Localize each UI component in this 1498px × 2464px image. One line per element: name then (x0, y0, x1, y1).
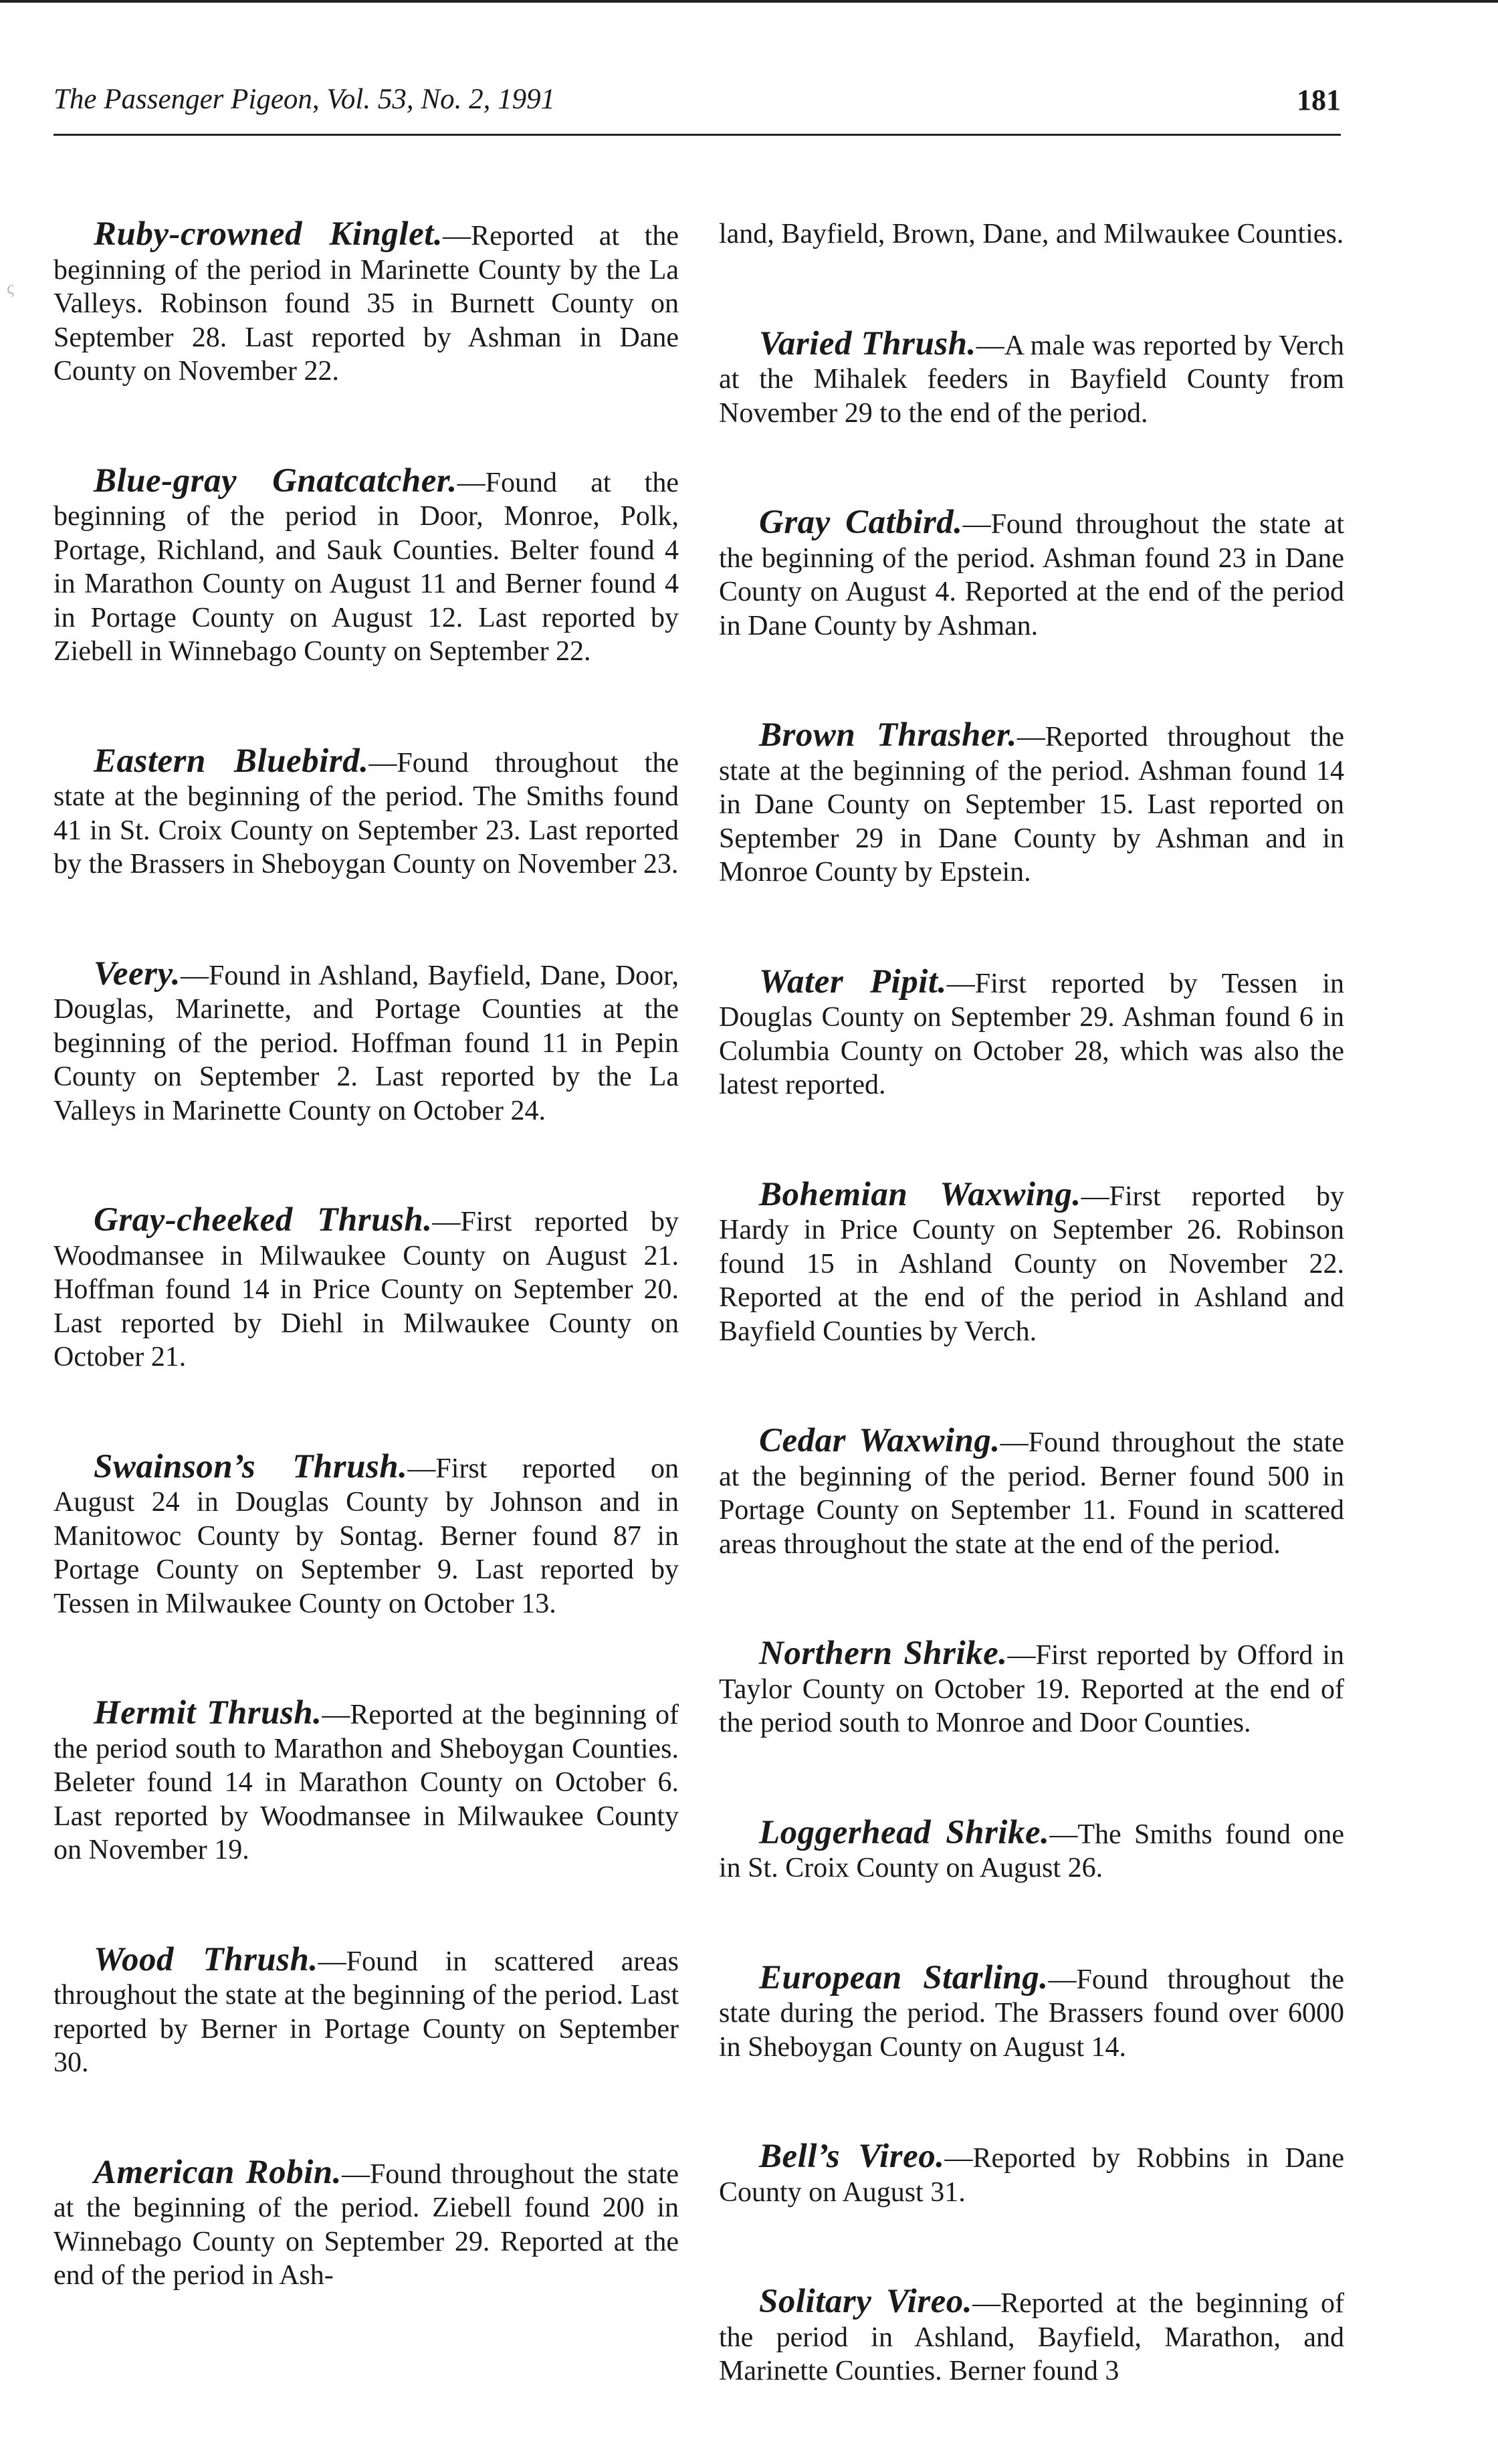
species-account: —First reported by Offord in Taylor County on October 19. Reported at the end of the period south to Monroe and Door Counties. (719, 1640, 1344, 1738)
species-name: Wood Thrush. (94, 1940, 318, 1978)
species-account: —Found throughout the state at the beginning of the period. The Smiths found 41 in St. Croix County on September 23. Last reported by the Brassers in Sheboygan County on November 23. (54, 747, 679, 880)
species-entry (54, 744, 679, 882)
species-name: Northern Shrike. (759, 1635, 1008, 1672)
species-name: Loggerhead Shrike. (759, 1813, 1050, 1851)
species-name: Gray Catbird. (759, 504, 963, 541)
species-name: Veery. (94, 954, 181, 993)
species-entry (719, 2140, 1344, 2209)
species-entry (719, 1813, 1344, 1885)
species-account: —Found throughout the state during the period. The Brassers found over 6000 in Sheboygan County on August 14. (719, 1964, 1344, 2063)
species-name: Gray-cheeked Thrush. (94, 1201, 433, 1239)
species-entry (719, 324, 1344, 431)
species-entry (719, 962, 1344, 1102)
species-account: —Found throughout the state at the beginning of the period. Berner found 500 in Portage County on September 11. Found in scattered areas throughout the state at the end of the period. (719, 1427, 1344, 1560)
species-account: —Reported at the beginning of the period in Marinette County by the La Valleys. Robinson found 35 in Burnett County on September 28. Last reported by Ashman in Dane County on November 22. (54, 221, 679, 387)
journal-title: The Passenger Pigeon, Vol. 53, No. 2, 1991 (54, 84, 556, 115)
top-edge-rule (0, 0, 1498, 3)
species-account: —First reported by Woodmansee in Milwaukee County on August 21. Hoffman found 14 in Price County on September 20. Last reported by Diehl in Milwaukee County on October 21. (54, 1207, 679, 1372)
species-name: Blue-gray Gnatcatcher. (94, 461, 457, 500)
species-entry (54, 461, 679, 669)
species-account: —Reported by Robbins in Dane County on August 31. (719, 2143, 1344, 2208)
species-account: —Found in Ashland, Bayfield, Dane, Door, Douglas, Marinette, and Portage Counties at the beginning of the period. Hoffman found 11 in Pepin County on September 2. Last reported by the La Valleys in Marinette County on October 24. (54, 960, 679, 1126)
species-account: —Found throughout the state at the beginning of the period. Ashman found 23 in Dane County on August 4. Reported at the end of the period in Dane County by Ashman. (719, 509, 1344, 641)
species-name: Hermit Thrush. (94, 1694, 322, 1732)
continued-text: land, Bayfield, Brown, Dane, and Milwaukee Counties. (719, 219, 1344, 249)
species-entry (719, 1424, 1344, 1561)
right-column (719, 217, 1344, 2464)
species-name: Cedar Waxwing. (759, 1422, 1000, 1459)
species-name: American Robin. (94, 2153, 342, 2191)
species-entry (719, 1175, 1344, 1349)
species-entry (54, 1940, 679, 2080)
species-name: Eastern Bluebird. (94, 742, 369, 780)
species-account: —A male was reported by Verch at the Mihalek feeders in Bayfield County from November 29 to the end of the period. (719, 330, 1344, 429)
species-name: Brown Thrasher. (759, 716, 1017, 754)
species-account: —The Smiths found one in St. Croix County on August 26. (719, 1819, 1344, 1883)
running-head (54, 74, 1341, 136)
margin-smudge: ς (7, 278, 15, 298)
species-entry (54, 217, 679, 389)
species-account: —Found in scattered areas throughout the state at the beginning of the period. Last reported by Berner in Portage County on September 30. (54, 1946, 679, 2078)
species-name: Bell’s Vireo. (759, 2138, 945, 2175)
species-name: European Starling. (759, 1958, 1049, 1996)
species-account: —Found throughout the state at the beginning of the period. Ziebell found 200 in Winnebago County on September 29. Reported at the end of the period in Ash- (54, 2158, 679, 2291)
species-account: —First reported on August 24 in Douglas County by Johnson and in Manitowoc County by Sontag. Berner found 87 in Portage County on September 9. Last reported by Tessen in Milwaukee County on October 13. (54, 1453, 679, 1619)
species-entry (54, 2153, 679, 2293)
species-name: Ruby-crowned Kinglet. (94, 215, 443, 253)
species-entry (719, 1958, 1344, 2065)
species-name: Water Pipit. (759, 962, 947, 1001)
species-name: Solitary Vireo. (759, 2283, 973, 2320)
species-account: —Found at the beginning of the period in Door, Monroe, Polk, Portage, Richland, and Sauk Counties. Belter found 4 in Marathon County on August 11 and Berner found 4 in Portage County on August 12. Last reported by Ziebell in Winnebago County on September 22. (54, 467, 679, 667)
species-name: Swainson’s Thrush. (94, 1447, 408, 1485)
species-name: Varied Thrush. (759, 324, 976, 363)
species-account: —First reported by Hardy in Price County on September 26. Robinson found 15 in Ashland County on November 22. Reported at the end of the period in Ashland and Bayfield Counties by Verch. (719, 1180, 1344, 1347)
species-entry (54, 1696, 679, 1867)
page-number: 181 (1297, 84, 1341, 116)
species-entry (719, 2285, 1344, 2388)
species-entry (54, 1203, 679, 1374)
species-entry (719, 506, 1344, 643)
species-account: —Reported at the beginning of the period in Ashland, Bayfield, Marathon, and Marinette Counties. Berner found 3 (719, 2288, 1344, 2386)
species-account: —First reported by Tessen in Douglas County on September 29. Ashman found 6 in Columbia County on October 28, which was also the latest reported. (719, 968, 1344, 1100)
species-entry (719, 718, 1344, 890)
left-column (54, 217, 679, 2368)
species-entry (719, 1637, 1344, 1740)
species-account: —Reported throughout the state at the beginning of the period. Ashman found 14 in Dane County on September 15. Last reported on September 29 in Dane County by Ashman and in Monroe County by Epstein. (719, 722, 1344, 888)
species-account: —Reported at the beginning of the period south to Marathon and Sheboygan Counties. Beleter found 14 in Marathon County on October 6. Last reported by Woodmansee in Milwaukee County on November 19. (54, 1700, 679, 1865)
species-name: Bohemian Waxwing. (759, 1175, 1081, 1213)
species-entry (54, 1447, 679, 1621)
species-entry (54, 954, 679, 1128)
